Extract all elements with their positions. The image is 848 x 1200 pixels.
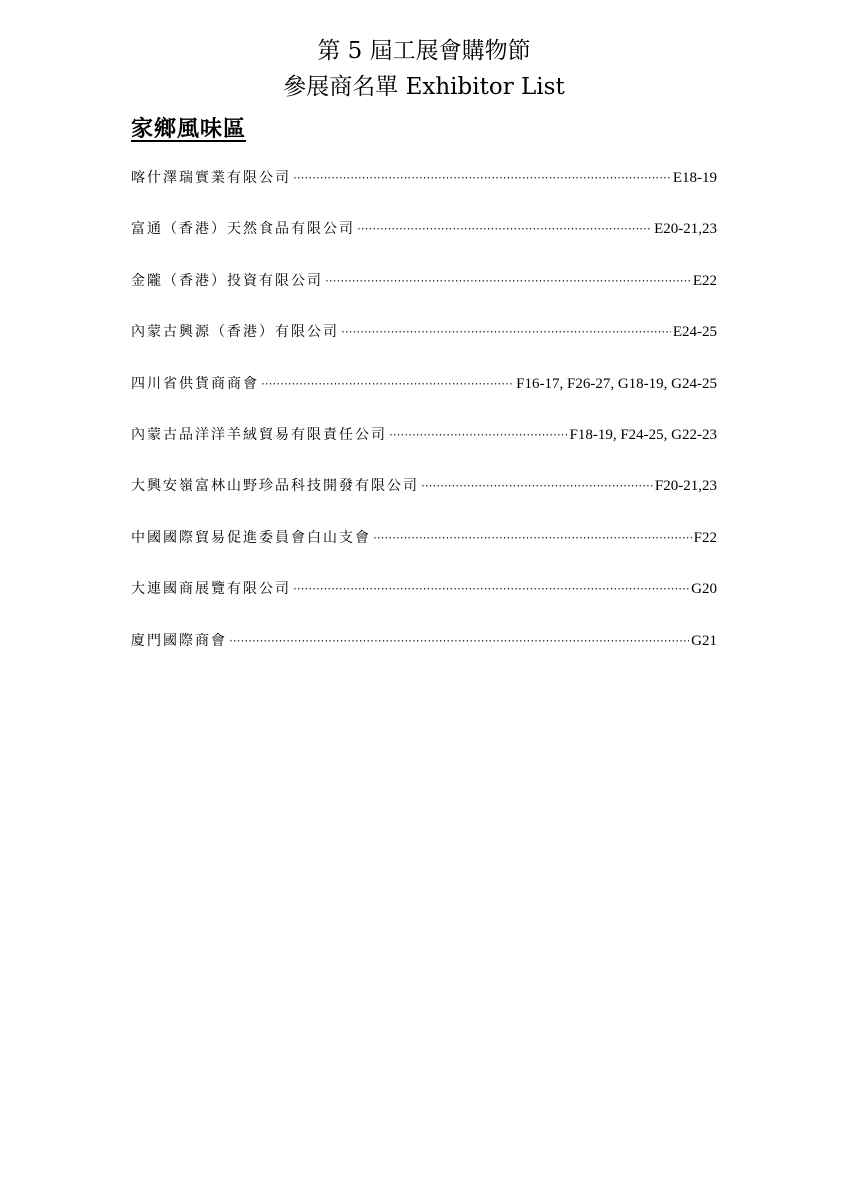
exhibitor-row — [131, 219, 717, 270]
exhibitor-name: 內蒙古興源（香港）有限公司 — [131, 324, 339, 341]
dot-leader — [373, 528, 692, 548]
dot-leader — [229, 631, 689, 651]
exhibitor-row — [131, 374, 717, 425]
exhibitor-name: 四川省供貨商商會 — [131, 375, 259, 392]
exhibitor-name: 大興安嶺富林山野珍品科技開發有限公司 — [131, 478, 419, 495]
exhibitor-row — [131, 528, 717, 579]
booth-number: F16-17, F26-27, G18-19, G24-25 — [516, 375, 717, 392]
dot-leader — [293, 168, 671, 188]
booth-number: E20-21,23 — [654, 221, 717, 238]
exhibitor-row — [131, 476, 717, 527]
booth-number: F18-19, F24-25, G22-23 — [569, 426, 717, 443]
exhibitor-row — [131, 631, 717, 682]
dot-leader — [341, 322, 671, 342]
booth-number: G21 — [691, 632, 717, 649]
booth-number: F20-21,23 — [654, 478, 717, 495]
dot-leader — [293, 579, 689, 599]
exhibitor-row — [131, 271, 717, 322]
booth-number: G20 — [691, 581, 717, 598]
exhibitor-name: 廈門國際商會 — [131, 632, 227, 649]
dot-leader — [325, 271, 691, 291]
exhibitor-name: 喀什澤瑞實業有限公司 — [131, 170, 291, 186]
exhibitor-row — [131, 425, 717, 476]
exhibitor-name: 內蒙古品洋洋羊絨貿易有限責任公司 — [131, 426, 387, 443]
exhibitor-name: 大連國商展覽有限公司 — [131, 581, 291, 598]
dot-leader — [421, 476, 653, 496]
booth-number: F22 — [693, 529, 717, 546]
exhibitor-name: 金隴（香港）投資有限公司 — [131, 272, 323, 289]
dot-leader — [357, 219, 652, 239]
exhibitor-row — [131, 168, 717, 219]
booth-number: E22 — [692, 272, 717, 289]
dot-leader — [261, 374, 514, 394]
booth-number: E24-25 — [672, 324, 717, 341]
dot-leader — [389, 425, 567, 445]
exhibitor-name: 富通（香港）天然食品有限公司 — [131, 221, 355, 238]
section-heading: 家鄉風味區 — [131, 116, 247, 142]
exhibitor-row — [131, 322, 717, 373]
exhibitor-name: 中國國際貿易促進委員會白山支會 — [131, 529, 371, 546]
document-subtitle: 參展商名單 Exhibitor List — [283, 74, 565, 100]
exhibitor-list — [131, 168, 717, 682]
exhibitor-row — [131, 579, 717, 630]
booth-number: E18-19 — [672, 170, 717, 186]
document-title: 第 5 屆工展會購物節 — [317, 38, 531, 64]
